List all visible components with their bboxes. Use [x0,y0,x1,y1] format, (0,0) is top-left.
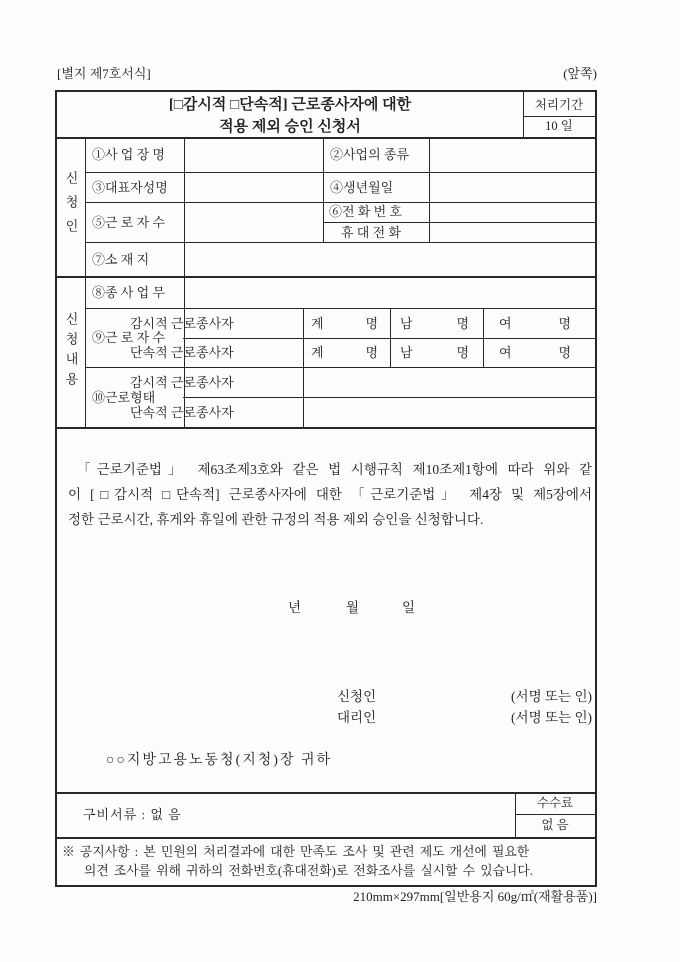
unit-label: 명 [456,345,469,360]
unit-label: 명 [456,316,469,331]
intermittent-total-cell [303,345,390,361]
page-side-label: (앞쪽) [563,66,597,81]
total-label: 계 [311,345,324,360]
form-title-line1: [□감시적 □단속적] 근로종사자에 대한 [168,97,412,113]
grid-line [515,814,595,815]
date-day-label: 일 [402,600,416,615]
processing-period-label: 처리기간 [534,98,584,112]
grid-line [523,116,595,117]
unit-label: 명 [365,345,378,360]
recipient-line: ○○지방고용노동청(지청)장 귀하 [106,753,333,768]
female-label: 여 [499,345,512,360]
intermittent-female-cell [483,345,595,361]
required-documents-label: 구비서류 : 없 음 [83,807,182,822]
applicant-section-label: 신청인 [63,170,79,243]
paper-spec-label: 210mm×297mm[일반용지 60g/㎡(재활용품)] [353,889,597,904]
business-type-label: ②사업의 종류 [330,147,410,162]
surveillance-row-label: 감시적 근로종사자 [130,316,234,331]
signature-applicant-label: 신청인 [337,689,377,704]
worker-count-field [185,203,322,242]
unit-label: 명 [558,345,571,360]
intermittent-row-label: 단속적 근로종사자 [130,345,234,360]
grid-line [183,338,595,339]
unit-label: 명 [558,316,571,331]
unit-label: 명 [365,316,378,331]
birth-date-field [430,173,594,202]
business-name-label: ①사 업 장 명 [92,147,165,162]
representative-name-label: ③대표자성명 [92,180,168,195]
declaration-line2: 이 [□감시적 □단속적] 근로종사자에 대한 「근로기준법」 제4장 및 제5장에서 [68,487,592,502]
grid-line [57,837,595,839]
surveillance-total-cell [303,316,390,332]
intermittent-male-cell [390,345,483,361]
worker-count2-label: ⑨근 로 자 수 [92,330,165,345]
surveillance-male-cell [390,316,483,332]
notice-line2: 의견 조사를 위해 귀하의 전화번호(휴대전화)로 전화조사를 실시할 수 있습니다. [84,864,533,878]
declaration-line3: 정한 근로시간, 휴게와 휴일에 관한 규정의 적용 제외 승인을 신청합니다. [68,512,484,527]
fee-value: 없 음 [541,818,569,832]
phone-number-label: ⑥전 화 번 호 [329,204,402,219]
representative-name-field [185,173,322,202]
form-title-line2: 적용 제외 승인 신청서 [219,119,361,135]
notice-line1: ※ 공지사항 : 본 민원의 처리결과에 대한 만족도 조사 및 관련 제도 개선에 필요한 [62,845,530,859]
mobile-phone-field [430,223,594,242]
job-label: ⑧종 사 업 무 [92,285,165,300]
grid-line [85,308,595,309]
grid-line [85,137,86,427]
date-month-label: 월 [346,600,360,615]
mobile-phone-label: 휴 대 전 화 [341,225,401,240]
work-type-surveillance-label: 감시적 근로종사자 [130,375,234,390]
signature-agent-seal-note: (서명 또는 인) [511,710,592,725]
male-label: 남 [400,316,413,331]
male-label: 남 [400,345,413,360]
business-name-field [185,138,322,172]
birth-date-label: ④생년월일 [330,180,394,195]
phone-number-field [430,203,594,222]
work-type-surveillance-field [304,368,594,397]
female-label: 여 [499,316,512,331]
work-type-label: ⑩근로형태 [92,390,156,405]
work-type-intermittent-field [304,398,594,427]
surveillance-female-cell [483,316,595,332]
fee-label: 수수료 [536,796,574,810]
worker-count-label: ⑤근 로 자 수 [92,215,165,230]
grid-line [57,427,595,429]
business-type-field [430,138,594,172]
address-label: ⑦소 재 지 [92,252,150,267]
work-type-intermittent-label: 단속적 근로종사자 [130,405,234,420]
total-label: 계 [311,316,324,331]
job-field [184,277,594,308]
form-code: [별지 제7호서식] [57,66,151,81]
content-section-label: 신청내용 [63,311,79,392]
processing-period-value: 10 일 [545,119,573,133]
declaration-line1: 「근로기준법」 제63조제3호와 같은 법 시행규칙 제10조제1항에 따라 위와 같 [77,462,592,477]
date-year-label: 년 [288,600,302,615]
address-field [185,243,594,276]
grid-line [323,137,324,242]
signature-agent-label: 대리인 [337,710,377,725]
signature-applicant-seal-note: (서명 또는 인) [511,689,592,704]
